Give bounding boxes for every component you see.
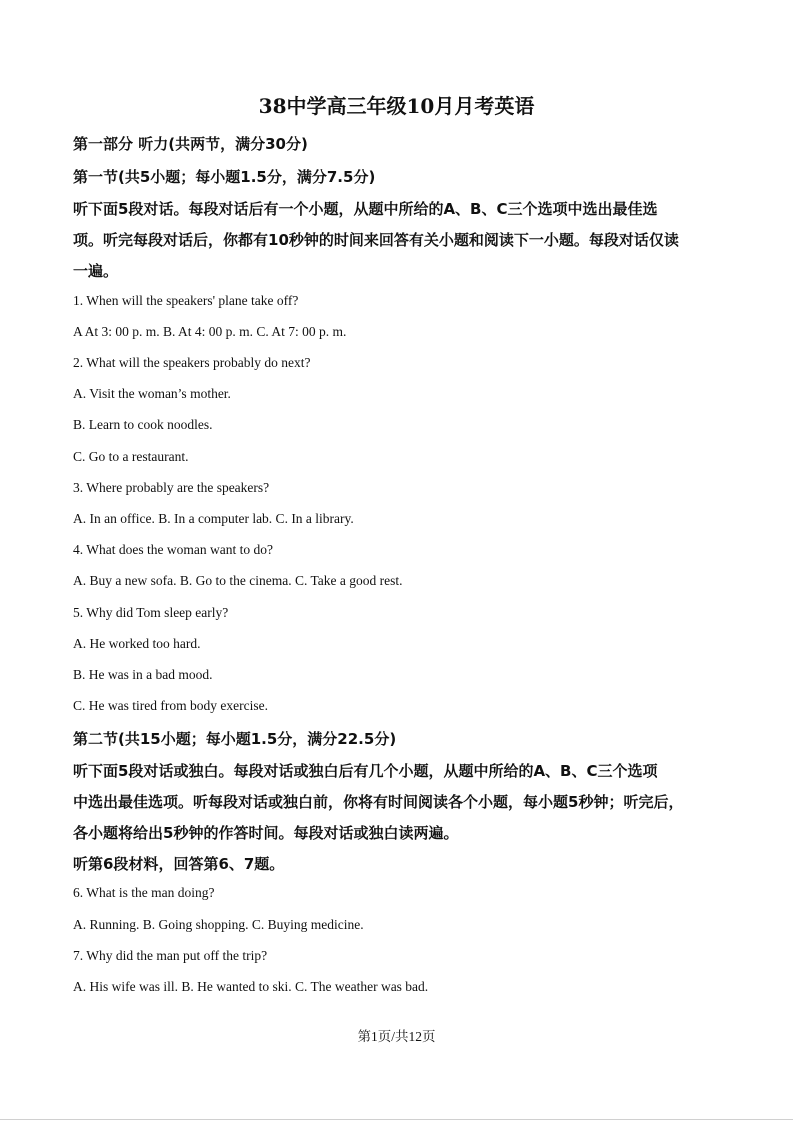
question-1-options: A At 3: 00 p. m. B. At 4: 00 p. m. C. At 7: 00 p. m. — [73, 324, 347, 339]
section2-heading: 第二节(共15小题；每小题1.5分，满分22.5分) — [73, 730, 397, 748]
section2-instructions-line-1: 听下面5段对话或独白。每段对话或独白后有几个小题，从题中所给的A、B、C三个选项 — [73, 762, 658, 780]
page-divider — [0, 1119, 793, 1120]
question-2-option-c: C. Go to a restaurant. — [73, 449, 189, 464]
page-title: 38中学高三年级10月月考英语 — [258, 94, 535, 118]
section2-instructions-line-3: 各小题将给出5秒钟的作答时间。每段对话或独白读两遍。 — [73, 824, 459, 842]
question-4-options: A. Buy a new sofa. B. Go to the cinema. C. Take a good rest. — [73, 573, 403, 588]
question-7-options: A. His wife was ill. B. He wanted to ski. C. The weather was bad. — [73, 979, 429, 994]
material-6-heading: 听第6段材料，回答第6、7题。 — [73, 855, 285, 873]
question-2-option-b: B. Learn to cook noodles. — [73, 417, 213, 432]
section1-instructions-line-1: 听下面5段对话。每段对话后有一个小题，从题中所给的A、B、C三个选项中选出最佳选 — [73, 200, 658, 218]
question-4: 4. What does the woman want to do? — [73, 542, 273, 557]
question-7: 7. Why did the man put off the trip? — [73, 948, 268, 963]
question-5-option-a: A. He worked too hard. — [73, 636, 201, 651]
section1-instructions-line-2: 项。听完每段对话后，你都有10秒钟的时间来回答有关小题和阅读下一小题。每段对话仅读 — [73, 231, 679, 249]
question-2: 2. What will the speakers probably do next? — [73, 355, 311, 370]
question-1: 1. When will the speakers' plane take off? — [73, 293, 299, 308]
section1-instructions-line-3: 一遍。 — [73, 262, 119, 280]
question-6: 6. What is the man doing? — [73, 885, 215, 900]
question-3-options: A. In an office. B. In a computer lab. C. In a library. — [73, 511, 354, 526]
question-6-options: A. Running. B. Going shopping. C. Buying medicine. — [73, 917, 364, 932]
question-3: 3. Where probably are the speakers? — [73, 480, 270, 495]
question-5: 5. Why did Tom sleep early? — [73, 605, 229, 620]
question-5-option-b: B. He was in a bad mood. — [73, 667, 213, 682]
part1-heading: 第一部分 听力(共两节，满分30分) — [73, 135, 308, 153]
section2-instructions-line-2: 中选出最佳选项。听每段对话或独白前，你将有时间阅读各个小题，每小题5秒钟；听完后， — [73, 793, 684, 811]
section1-heading: 第一节(共5小题；每小题1.5分，满分7.5分) — [73, 168, 376, 186]
question-2-option-a: A. Visit the woman’s mother. — [73, 386, 231, 401]
question-5-option-c: C. He was tired from body exercise. — [73, 698, 268, 713]
page-footer: 第1页/共12页 — [357, 1029, 436, 1044]
